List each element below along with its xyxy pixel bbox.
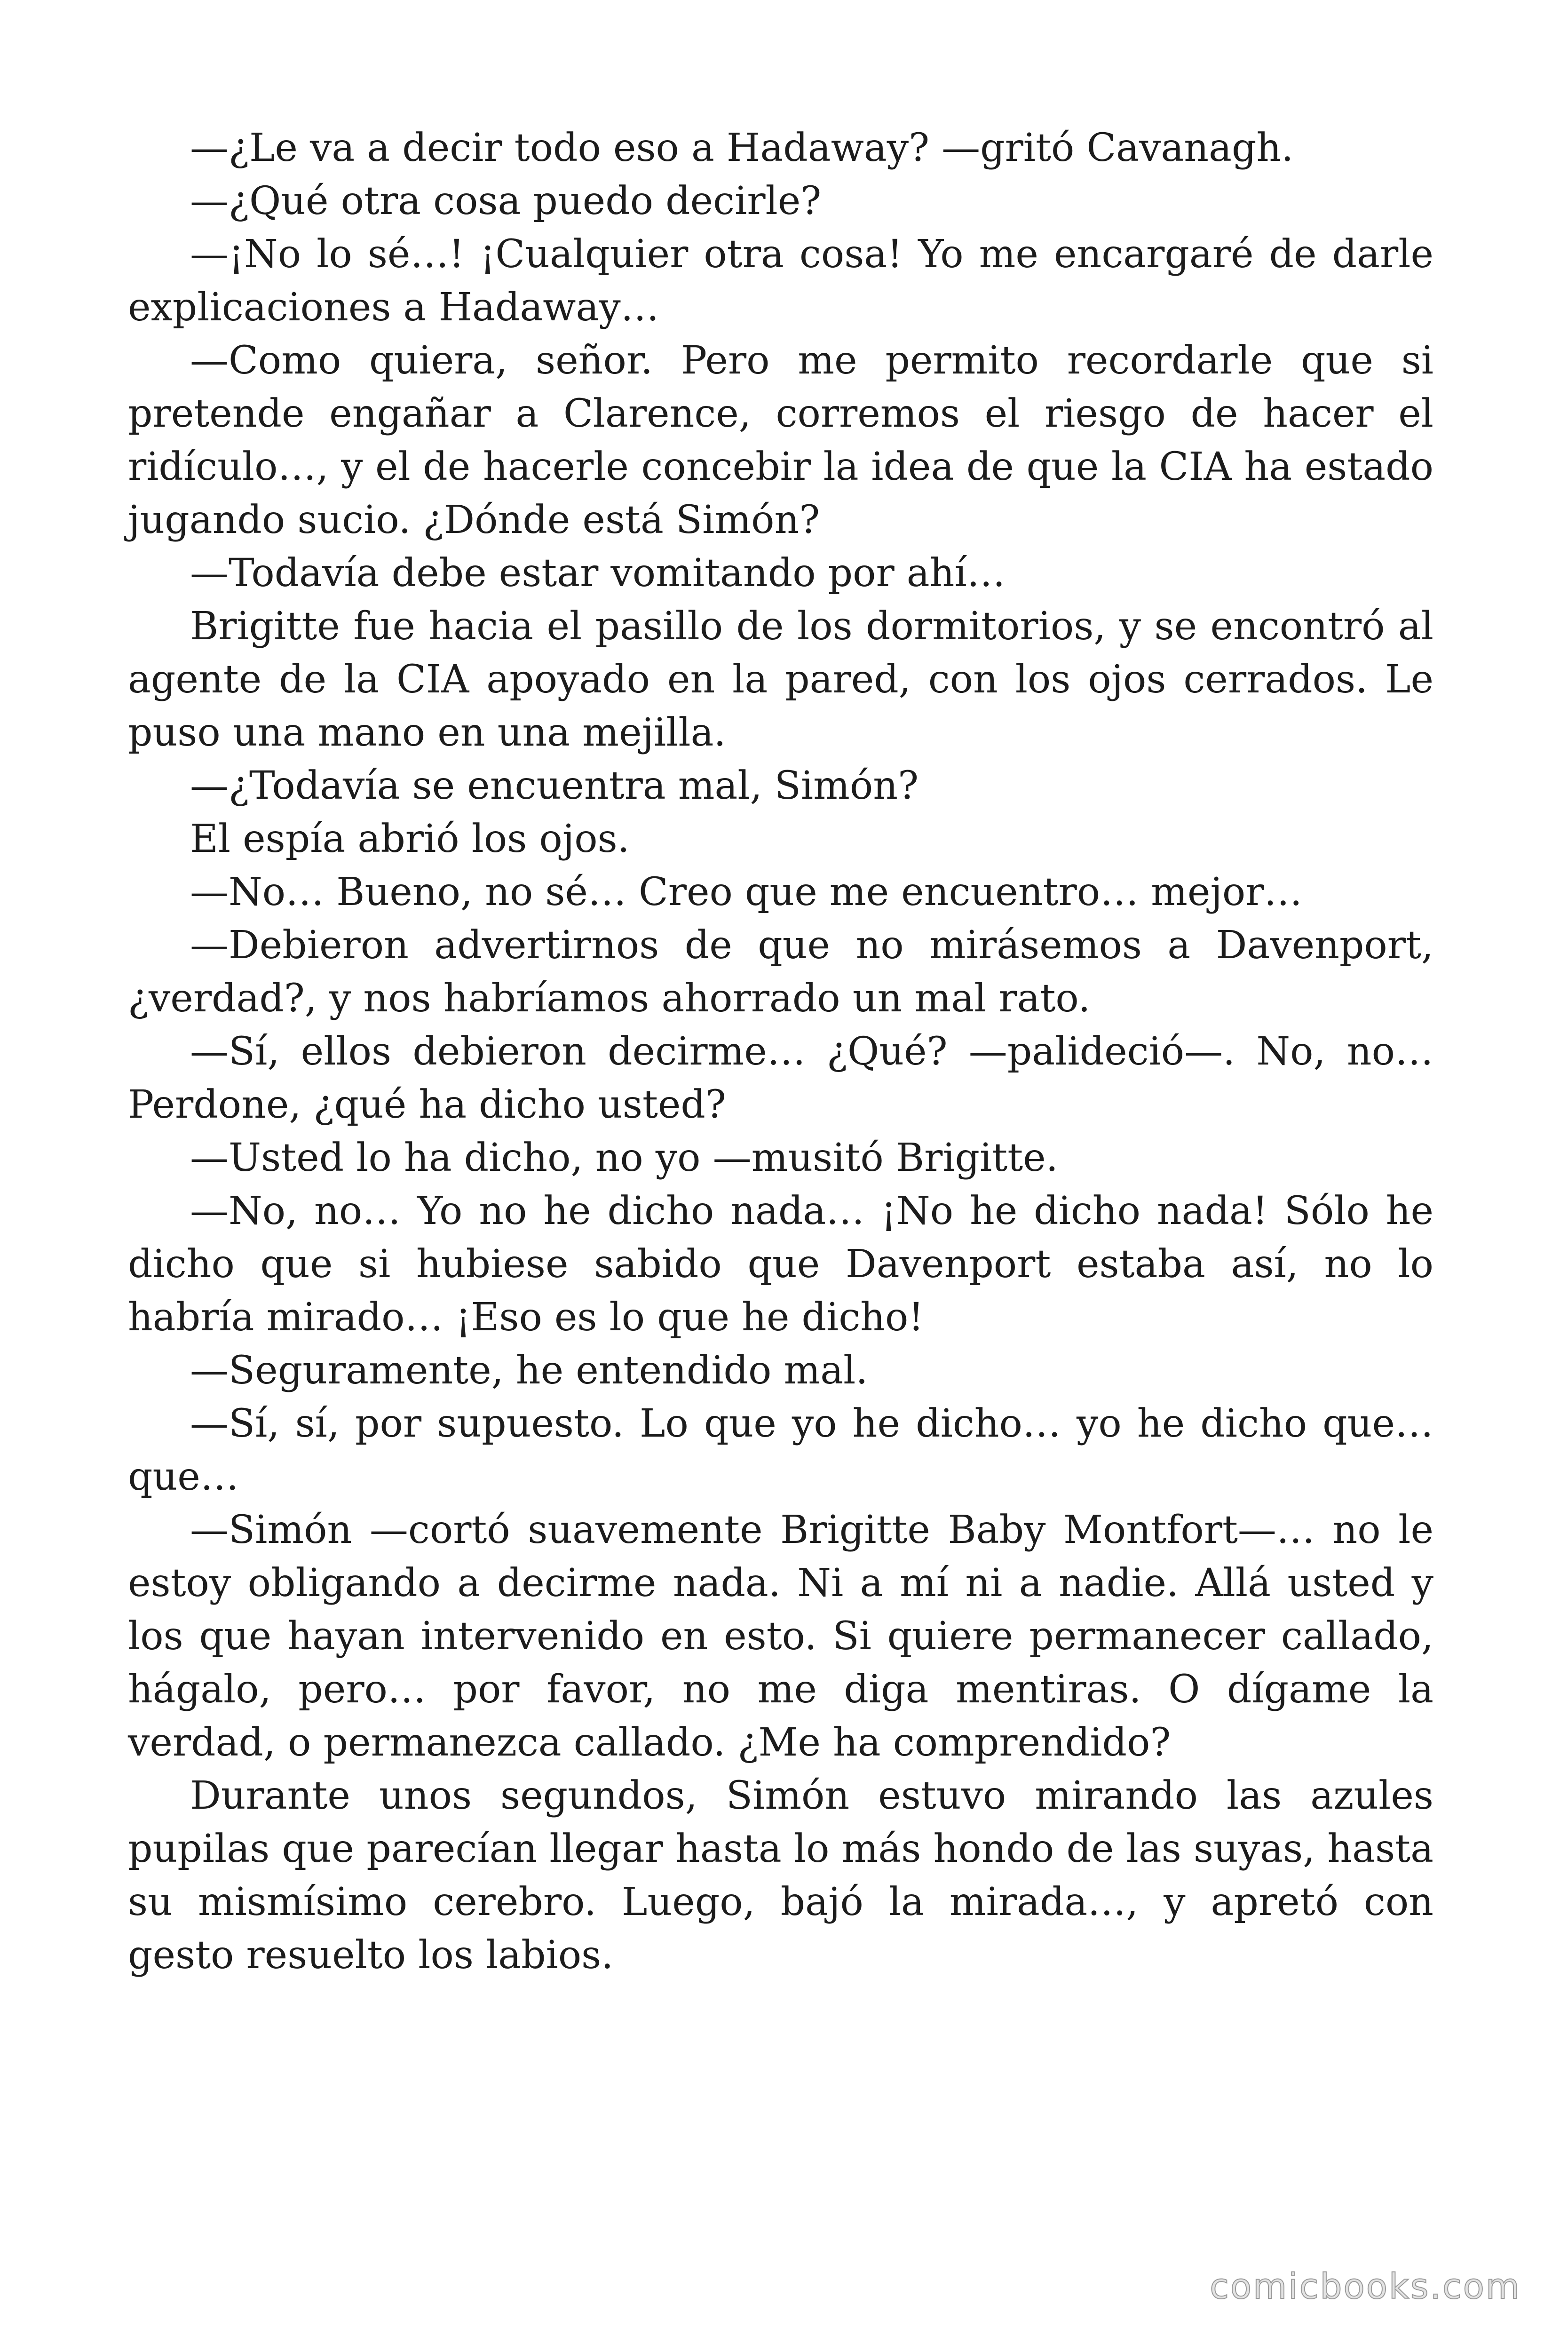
- paragraph-17: Durante unos segundos, Simón estuvo mirando las azules pupilas que parecían llegar hasta lo más hondo de las suyas, hasta su mismísimo cerebro. Luego, bajó la mirada…, y apretó con gesto resuelto los labios.: [128, 1773, 1433, 1978]
- watermark: comicbooks.com: [1210, 2266, 1521, 2307]
- body-text: [128, 121, 1433, 1982]
- paragraph-14: —Seguramente, he entendido mal.: [190, 1348, 868, 1393]
- paragraph-3: —¡No lo sé…! ¡Cualquier otra cosa! Yo me encargaré de darle explicaciones a Hadaway…: [128, 232, 1433, 330]
- paragraph-6: Brigitte fue hacia el pasillo de los dormitorios, y se encontró al agente de la CIA apoyado en la pared, con los ojos cerrados. Le puso una mano en una mejilla.: [128, 604, 1433, 755]
- paragraph-12: —Usted lo ha dicho, no yo —musitó Brigitte.: [190, 1136, 1058, 1180]
- paragraph-7: —¿Todavía se encuentra mal, Simón?: [190, 763, 919, 808]
- paragraph-16: —Simón —cortó suavemente Brigitte Baby Montfort—… no le estoy obligando a decirme nada. Ni a mí ni a nadie. Allá usted y los que hayan intervenido en esto. Si quiere permanecer callado, hágalo, pero… por favor, no me diga mentiras. O dígame la verdad, o permanezca callado. ¿Me ha comprendido?: [128, 1508, 1433, 1765]
- paragraph-1: —¿Le va a decir todo eso a Hadaway? —gritó Cavanagh.: [190, 126, 1294, 170]
- paragraph-9: —No… Bueno, no sé… Creo que me encuentro… mejor…: [190, 870, 1303, 914]
- paragraph-8: El espía abrió los ojos.: [190, 817, 630, 861]
- paragraph-15: —Sí, sí, por supuesto. Lo que yo he dicho… yo he dicho que… que…: [128, 1401, 1433, 1499]
- paragraph-5: —Todavía debe estar vomitando por ahí…: [190, 551, 1006, 596]
- paragraph-10: —Debieron advertirnos de que no mirásemos a Davenport, ¿verdad?, y nos habríamos ahorrado un mal rato.: [128, 923, 1433, 1021]
- paragraph-2: —¿Qué otra cosa puedo decirle?: [190, 179, 822, 223]
- paragraph-11: —Sí, ellos debieron decirme… ¿Qué? —palideció—. No, no… Perdone, ¿qué ha dicho usted?: [128, 1029, 1433, 1127]
- paragraph-4: —Como quiera, señor. Pero me permito recordarle que si pretende engañar a Clarence, corremos el riesgo de hacer el ridículo…, y el de hacerle concebir la idea de que la CIA ha estado jugando sucio. ¿Dónde está Simón?: [128, 338, 1433, 542]
- paragraph-13: —No, no… Yo no he dicho nada… ¡No he dicho nada! Sólo he dicho que si hubiese sabido que Davenport estaba así, no lo habría mirado… ¡Eso es lo que he dicho!: [128, 1189, 1433, 1340]
